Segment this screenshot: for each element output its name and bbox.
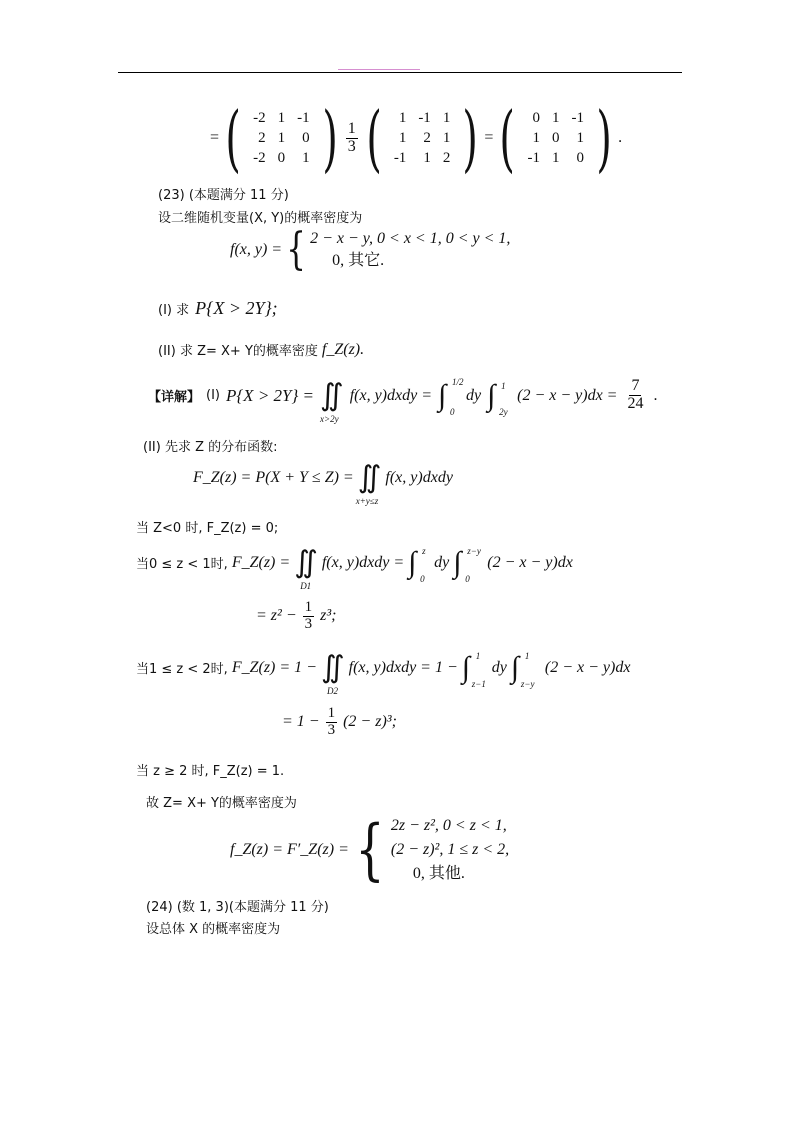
matrix-a: -2 1 -1 2 1 0 -2 0 1 bbox=[253, 110, 310, 166]
solution-tag: 【详解】 bbox=[148, 390, 201, 405]
q23-pdf: f(x, y) = { 2 − x − y, 0 < x < 1, 0 < y < 1, 0, 其它. bbox=[230, 224, 511, 275]
case-z-1-2: 当1 ≤ z < 2时, F_Z(z) = 1 − ∬ D2 f(x, y)dxdy = 1 − ∫ 1 z−1 dy ∫ 1 z−y (2 − x − y)dx bbox=[136, 650, 631, 696]
header-rule bbox=[118, 72, 682, 73]
solution-part1: 【详解】 (I) P{X > 2Y} = ∬ x>2y f(x, y)dxdy = ∫ 1/2 0 dy ∫ 1 2y (2 − x − y)dx = $\frac{7}{24}$ . bbox=[148, 376, 658, 424]
matrix-c: 0 1 -1 1 0 1 -1 1 0 bbox=[527, 110, 585, 166]
case-z-ge-2: 当 z ≥ 2 时, F_Z(z) = 1. bbox=[136, 764, 285, 779]
matrix-coefficient: $\frac{1}{3}$ bbox=[347, 119, 356, 155]
matrix-equation: = ( -2 1 -1 2 1 0 -2 0 1 ) $\frac{1}{3}$ ( 1 -1 1 1 2 1 -1 1 2 ) = ( 0 1 -1 1 0 1 -1 1 0 ) . bbox=[210, 96, 623, 180]
case-z-0-1-result: = z² − $\frac{1}{3}$ z³; bbox=[256, 599, 337, 632]
q23-header: (23) (本题满分 11 分) bbox=[158, 188, 289, 203]
q24-intro: 设总体 X 的概率密度为 bbox=[146, 922, 281, 937]
density-function: f_Z(z) = F′_Z(z) = { 2z − z², 0 < z < 1, (2 − z)², 1 ≤ z < 2, 0, 其他. bbox=[230, 811, 510, 888]
case-z-negative: 当 Z<0 时, F_Z(z) = 0; bbox=[136, 521, 279, 536]
q23-part2: (II) 求 Z= X+ Y的概率密度 f_Z(z). bbox=[158, 340, 365, 359]
matrix-b: 1 -1 1 1 2 1 -1 1 2 bbox=[393, 110, 451, 166]
q23-part1: (I) 求 P{X > 2Y}; bbox=[158, 298, 278, 318]
density-intro: 故 Z= X+ Y的概率密度为 bbox=[146, 796, 297, 811]
q24-header: (24) (数 1, 3)(本题满分 11 分) bbox=[146, 900, 329, 915]
q23-intro: 设二维随机变量(X, Y)的概率密度为 bbox=[158, 211, 363, 226]
cdf-definition: F_Z(z) = P(X + Y ≤ Z) = ∬ x+y≤z f(x, y)dxdy bbox=[193, 461, 453, 506]
solution-part2-intro: (II) 先求 Z 的分布函数: bbox=[143, 440, 278, 455]
header-accent-line bbox=[338, 69, 420, 70]
case-z-0-1: 当0 ≤ z < 1时, F_Z(z) = ∬ D1 f(x, y)dxdy = ∫ z 0 dy ∫ z−y 0 (2 − x − y)dx bbox=[136, 545, 573, 591]
case-z-1-2-result: = 1 − $\frac{1}{3}$ (2 − z)³; bbox=[282, 705, 397, 738]
